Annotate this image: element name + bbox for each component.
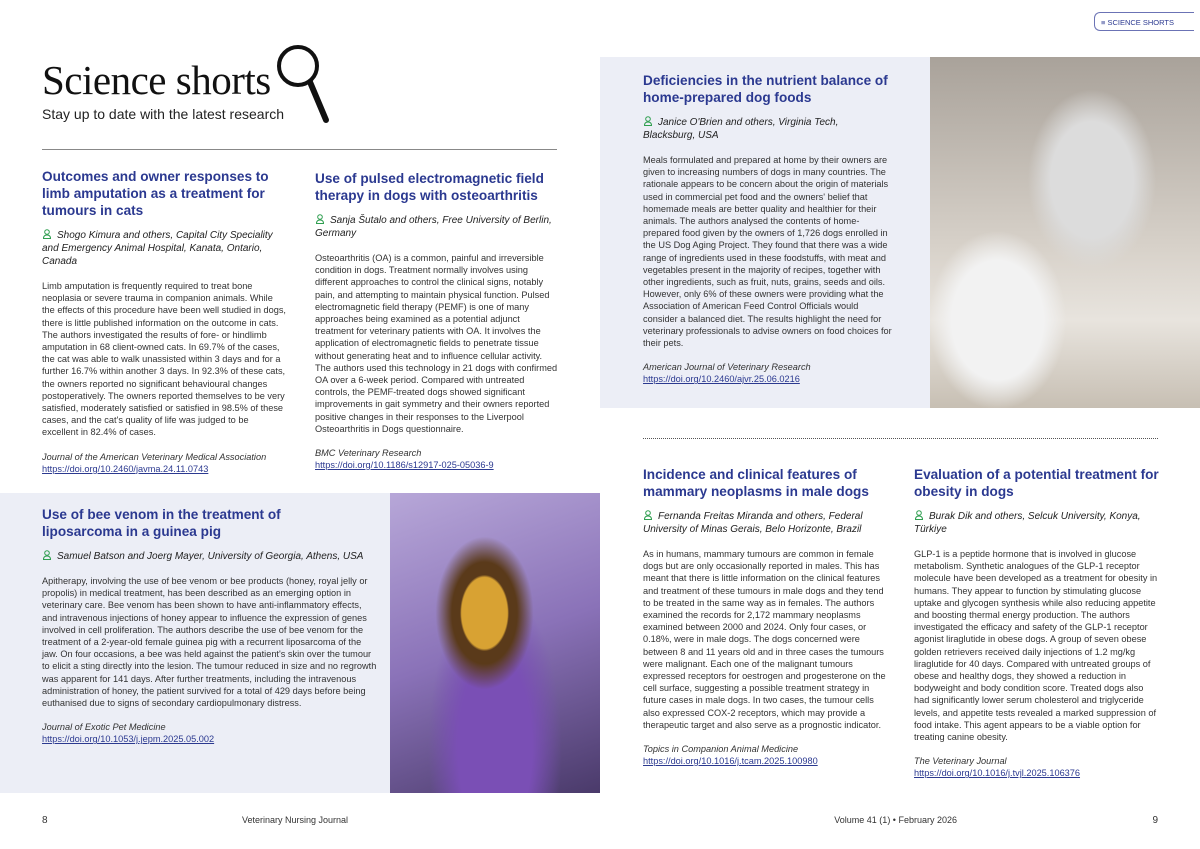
section-subtitle: Stay up to date with the latest research (42, 106, 285, 122)
article-journal: Topics in Companion Animal Medicine (643, 744, 799, 755)
footer-issue: Volume 41 (1) • February 2026 (834, 815, 957, 825)
article-body: Meals formulated and prepared at home by their owners are given to increasing numbers of dogs in many countries. The rationale appears to be concern about the origin of materials used in commercial pet food and the owners' belief that homemade meals are better quality and healthier for their animals. The authors analysed the contents of home-prepared food given by the owners of 1,726 dogs enrolled in the US Dog Aging Project. They found that there was a wide range of ingredients used in these foodstuffs, with meat and vegetables present in the majority of recipes, together with other ingredients, such as fruit, nuts, grains, seeds and oils. However, only 6% of these owners were providing what the Association of American Feed Control Officials would consider a balanced diet. The results highlight the need for veterinary professionals to advise owners on food choices for their pets. (643, 155, 892, 349)
article-authors: Sanja Šutalo and others, Free University of Berlin, Germany (315, 215, 552, 239)
footer-journal-name: Veterinary Nursing Journal (242, 815, 349, 825)
article-journal: Journal of Exotic Pet Medicine (42, 722, 166, 733)
article-doi-link[interactable]: https://doi.org/10.1186/s12917-025-05036-9 (315, 460, 494, 471)
section-badge[interactable]: ≡ SCIENCE SHORTS (1094, 12, 1194, 31)
author-icon (42, 229, 52, 239)
article-authors: Burak Dik and others, Selcuk University, Konya, Türkiye (914, 511, 1141, 535)
article-authors: Fernanda Freitas Miranda and others, Federal University of Minas Gerais, Belo Horizonte, Brazil (643, 511, 863, 535)
article-doi-link[interactable]: https://doi.org/10.1053/j.jepm.2025.05.002 (42, 734, 215, 745)
article-journal: The Veterinary Journal (914, 756, 1007, 767)
article-journal: Journal of the American Veterinary Medical Association (42, 451, 267, 462)
article-title: Incidence and clinical features of mammary neoplasms in male dogs (643, 467, 869, 499)
article-doi-link[interactable]: https://doi.org/10.1016/j.tvjl.2025.106376 (914, 768, 1081, 779)
dotted-divider (643, 438, 1158, 439)
article-body: Osteoarthritis (OA) is a common, painful and irreversible condition in dogs. Treatment normally involves using different approaches to control the clinical signs, notably pain, and attempting to maintain physical function. Pulsed electromagnetic field therapy (PEMF) is one of many approaches being examined as a potential adjunct treatment for veterinary patients with OA. It involves the application of electromagnetic fields to penetrate tissue without generating heat and to influence cellular activity. The authors used this technology in 21 dogs with confirmed OA over a 6-week period. Compared with untreated controls, the PEMF-treated dogs showed significant improvements in gait symmetry and their owners reported positive changes in their responses to the Liverpool Osteoarthritis in Dogs questionnaire. (315, 253, 558, 434)
page-number-left: 8 (42, 815, 48, 826)
article-cat-amputation (42, 168, 287, 475)
author-icon (42, 550, 52, 560)
article-title: Evaluation of a potential treatment for obesity in dogs (914, 467, 1159, 499)
badge-label: SCIENCE SHORTS (1107, 18, 1175, 27)
author-icon (643, 116, 653, 126)
woman-cooking-with-dog-photo (930, 57, 1200, 408)
article-body: GLP-1 is a peptide hormone that is involved in glucose metabolism. Synthetic analogues of the GLP-1 receptor molecule have been developed as a treatment for obesity in humans. They appear to function by stimulating glucose uptake and glycogen synthesis while also reducing appetite and boosting thermal energy production. The authors investigated the efficacy and safety of the GLP-1 receptor agonist liraglutide in obese dogs. A group of seven obese golden retrievers received daily injections of 1.2 mg/kg liraglutide for 40 days. Compared with untreated groups of obese and healthy dogs, they showed a reduction in bodyweight and body condition score. Treated dogs also had significantly lower serum cholesterol and triglyceride levels, and appetite tests revealed a marked suppression of food intake. This agent appears to be a viable option for treating canine obesity. (914, 549, 1158, 743)
article-body: Limb amputation is frequently required to treat bone neoplasia or severe trauma in companion animals. While the effects of this procedure have been well studied in dogs, there is little published information on the outcome in cats. The authors investigated the results of fore- or hindlimb amputation in 68 client-owned cats. In 69.7% of the cases, the cat was able to walk unassisted within 3 days and for a further 16.7% within another 3 days. In 92.3% of these cats, the owners reported no significant behavioural changes postoperatively. The owners reported themselves to be very satisfied, moderately satisfied or satisfied in 98.5% of these cases, and the cat's quality of life was judged to be excellent in 82.4% of cases. (42, 281, 286, 438)
article-body: Apitherapy, involving the use of bee venom or bee products (honey, royal jelly or propolis) in medical treatment, has been described as an emerging option in veterinary care. Bee venom has been shown to have anti-inflammatory effects, and intravenous injections of honey appear to influence the expression of genes involved in cell proliferation. The authors describe the use of bee venom for the treatment of a 2-year-old female guinea pig with a recurrent liposarcoma of the jaw. On four occasions, a bee was held against the patient's skin over the tumour to elicit a sting directly into the lesion. The tumour reduced in size and no regrowth was apparent for 141 days. After further treatments, including the intravenous administration of honey, the patient survived for a total of 429 days before being euthanised due to signs of secondary cardiopulmonary distress. (42, 576, 377, 709)
article-obesity-treatment (914, 466, 1160, 779)
section-title: Science shorts (42, 57, 271, 103)
article-doi-link[interactable]: https://doi.org/10.2460/ajvr.25.06.0216 (643, 374, 800, 385)
divider (42, 149, 557, 150)
article-home-prepared-food (643, 72, 893, 385)
page-number-right: 9 (1152, 815, 1158, 826)
article-title: Outcomes and owner responses to limb amputation as a treatment for tumours in cats (42, 169, 269, 218)
article-mammary-neoplasms (643, 466, 888, 767)
author-icon (315, 214, 325, 224)
article-authors: Shogo Kimura and others, Capital City Speciality and Emergency Animal Hospital, Kanata, Ontario, Canada (42, 230, 273, 267)
article-title: Deficiencies in the nutrient balance of home-prepared dog foods (643, 73, 888, 105)
article-bee-venom (42, 506, 377, 745)
article-authors: Samuel Batson and Joerg Mayer, University of Georgia, Athens, USA (57, 551, 364, 562)
article-authors: Janice O'Brien and others, Virginia Tech, Blacksburg, USA (643, 117, 839, 141)
article-pemf-osteoarthritis (315, 170, 559, 471)
article-journal: BMC Veterinary Research (315, 448, 422, 459)
article-doi-link[interactable]: https://doi.org/10.2460/javma.24.11.0743 (42, 463, 209, 474)
bee-on-lavender-photo (390, 493, 600, 793)
article-title: Use of pulsed electromagnetic field therapy in dogs with osteoarthritis (315, 171, 544, 203)
author-icon (643, 510, 653, 520)
article-journal: American Journal of Veterinary Research (643, 362, 811, 373)
article-body: As in humans, mammary tumours are common in female dogs but are only occasionally reported in males. This has meant that there is little information on the clinical features and treatment of these tumours in male dogs and they tend to be treated in the same way as in females. The authors examined the records for 2,172 mammary neoplasms examined between 2000 and 2024. Only four cases, or 0.18%, were in male dogs. The dogs concerned were between 8 and 11 years old and in three cases the tumours were malignant. Each one of the malignant tumours expressed receptors for oestrogen and progesterone on the cell surface, suggesting a possible treatment strategy in future cases in male dogs. In two cases, the tumour cells also expressed COX-2 receptors, which may provide a therapeutic target and also serve as a prognostic indicator. (643, 549, 886, 730)
author-icon (914, 510, 924, 520)
article-title: Use of bee venom in the treatment of liposarcoma in a guinea pig (42, 507, 281, 539)
article-doi-link[interactable]: https://doi.org/10.1016/j.tcam.2025.100980 (643, 756, 818, 767)
